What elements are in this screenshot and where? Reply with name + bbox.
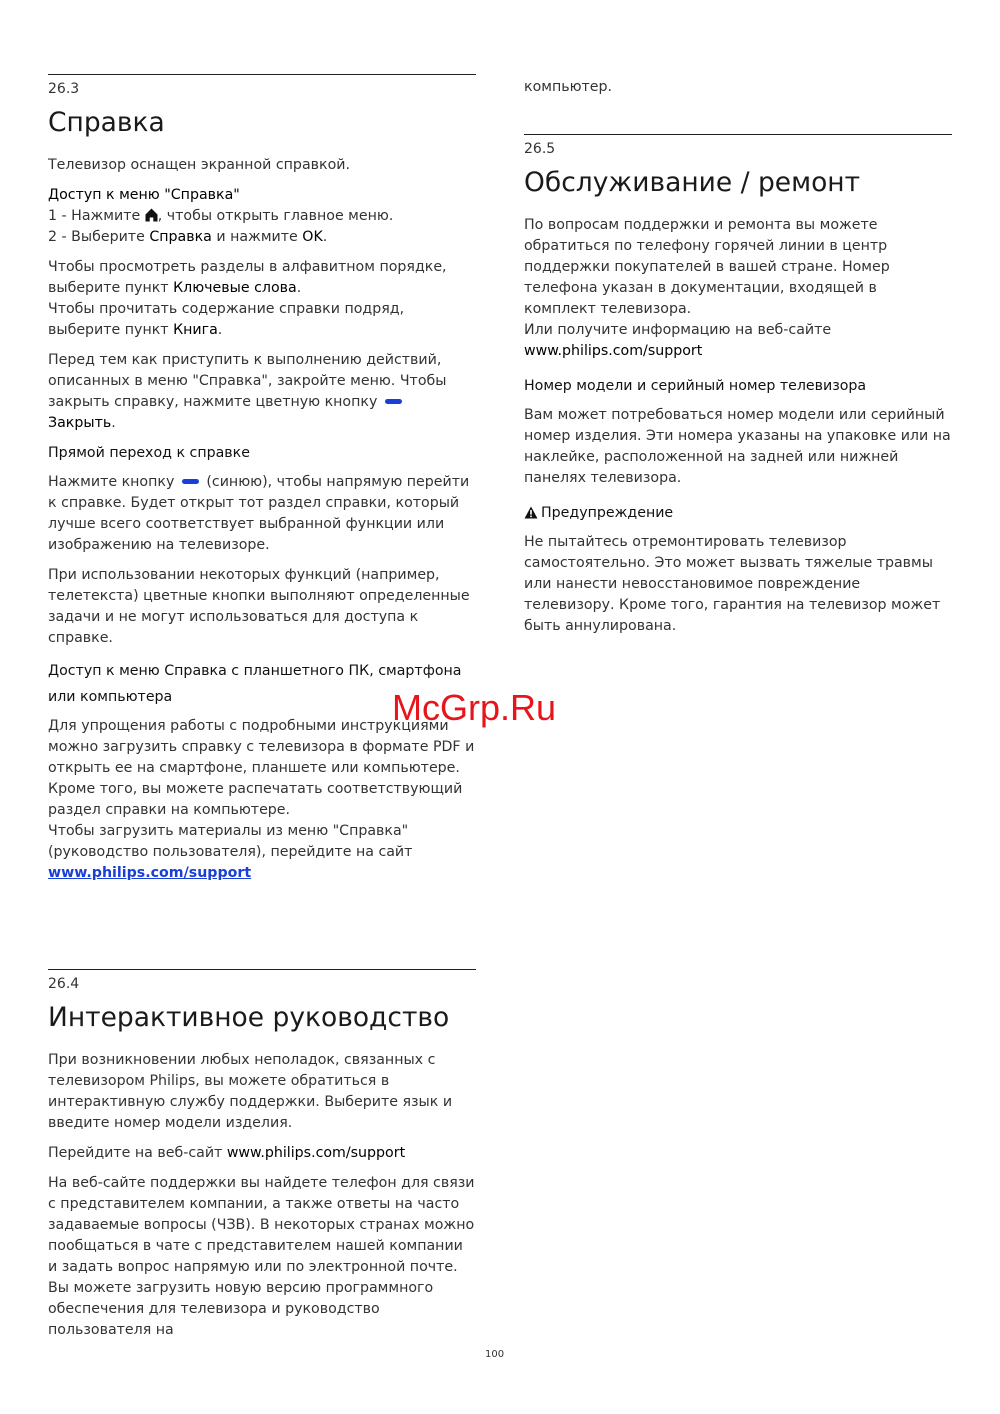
tablet-text-2: Чтобы загрузить материалы из меню "Справка" (руководство пользователя), перейдите на сайт	[48, 823, 413, 860]
close-end: .	[111, 415, 116, 431]
service-text-2: Или получите информацию на веб-сайте	[524, 322, 832, 338]
service-text: По вопросам поддержки и ремонта вы можете обратиться по телефону горячей линии в центр поддержки покупателей в вашей стране. Номер телефона указан в документации, входящей в комплект телевизора.	[524, 217, 890, 317]
warning-heading	[524, 503, 952, 524]
section-divider	[524, 134, 952, 135]
alpha-text: Чтобы просмотреть разделы в алфавитном порядке, выберите пункт	[48, 259, 447, 296]
blue-button-icon	[182, 479, 199, 484]
watermark: McGrp.Ru	[392, 687, 557, 728]
section-number: 26.5	[524, 141, 556, 157]
step2-end: .	[322, 229, 328, 245]
section-title-help: Справка	[48, 107, 165, 138]
support-url: www.philips.com/support	[524, 343, 703, 359]
step2-help-label: Справка	[149, 229, 212, 245]
online-para-2	[48, 1143, 476, 1164]
step2-text-mid: и нажмите	[216, 229, 298, 245]
direct-help-heading: Прямой переход к справке	[48, 445, 250, 461]
page-number: 100	[485, 1349, 505, 1360]
online-para-1: При возникновении любых неполадок, связанных с телевизором Philips, вы можете обратиться в интерактивную службу поддержки. Выберите язык и введите номер модели изделия.	[48, 1052, 453, 1131]
step1-text-end: , чтобы открыть главное меню.	[157, 208, 394, 224]
tablet-help-para	[48, 716, 476, 884]
tablet-help-heading: Доступ к меню Справка с планшетного ПК, смартфона или компьютера	[48, 663, 462, 705]
section-title-online-guide: Интерактивное руководство	[48, 1002, 450, 1033]
warning-icon	[524, 506, 538, 519]
support-link[interactable]: www.philips.com/support	[48, 865, 252, 881]
section-title-service: Обслуживание / ремонт	[524, 167, 861, 198]
section-divider	[48, 74, 476, 75]
online-para-4-text: Вы можете загрузить новую версию программного обеспечения для телевизора и руководство пользователя на	[48, 1280, 434, 1338]
service-para	[524, 215, 952, 362]
model-number-para: Вам может потребоваться номер модели или серийный номер изделия. Эти номера указаны на упаковке или на наклейке, расположенной на задней или нижней панелях телевизора.	[524, 407, 951, 486]
online-para-2-text: Перейдите на веб-сайт	[48, 1145, 223, 1161]
color-buttons-para: При использовании некоторых функций (например, телетекста) цветные кнопки выполняют определенные задачи и не могут использоваться для доступа к справке.	[48, 567, 470, 646]
help-step-2	[48, 227, 476, 248]
direct-text-end: (синюю), чтобы напрямую перейти к справке. Будет открыт тот раздел справки, который лучше всего соответствует выбранной функции или изображению на телевизоре.	[48, 474, 470, 553]
step2-ok-label: OK	[302, 229, 323, 245]
close-text: Перед тем как приступить к выполнению действий, описанных в меню "Справка", закройте меню. Чтобы закрыть справку, нажмите цветную кнопку	[48, 352, 447, 410]
help-close-para	[48, 350, 476, 434]
close-label: Закрыть	[48, 415, 112, 431]
online-para-3	[48, 1173, 476, 1341]
support-url: www.philips.com/support	[226, 1145, 406, 1161]
help-intro: Телевизор оснащен экранной справкой.	[48, 157, 350, 173]
section-number: 26.3	[48, 81, 80, 97]
tablet-text-1: Для упрощения работы с подробными инструкциями можно загрузить справку с телевизора в формате PDF и открыть ее на смартфоне, планшете или компьютере. Кроме того, вы можете распечатать соответствующий раздел справки на компьютере.	[48, 718, 475, 818]
continued-text: компьютер.	[524, 79, 613, 95]
step2-text: 2 - Выберите	[48, 229, 145, 245]
book-text: Чтобы прочитать содержание справки подряд, выберите пункт	[48, 301, 405, 338]
help-step-1	[48, 206, 476, 227]
blue-button-icon	[385, 399, 402, 404]
book-label: Книга	[173, 322, 218, 338]
model-number-heading: Номер модели и серийный номер телевизора	[524, 378, 867, 394]
section-26-5	[524, 134, 952, 646]
home-icon	[145, 208, 158, 222]
help-access-heading: Доступ к меню "Справка"	[48, 187, 240, 203]
section-number: 26.4	[48, 976, 80, 992]
help-access-block	[48, 185, 476, 248]
step1-text: 1 - Нажмите	[48, 208, 141, 224]
help-alpha-para	[48, 257, 476, 341]
keywords-label: Ключевые слова	[173, 280, 297, 296]
section-divider	[48, 969, 476, 970]
direct-text: Нажмите кнопку	[48, 474, 175, 490]
warning-para: Не пытайтесь отремонтировать телевизор самостоятельно. Это может вызвать тяжелые травмы или нанести невосстановимое повреждение телевизору. Кроме того, гарантия на телевизор может быть аннулирована.	[524, 534, 941, 634]
online-para-3-text: На веб-сайте поддержки вы найдете телефон для связи с представителем компании, а также ответы на часто задаваемые вопросы (ЧЗВ). В некоторых странах можно пообщаться в чате с представителем нашей компании и задать вопрос напрямую или по электронной почте.	[48, 1175, 475, 1275]
direct-help-para	[48, 472, 476, 556]
alpha-end: .	[296, 280, 302, 296]
book-end: .	[217, 322, 223, 338]
warning-heading-text: Предупреждение	[541, 505, 674, 521]
